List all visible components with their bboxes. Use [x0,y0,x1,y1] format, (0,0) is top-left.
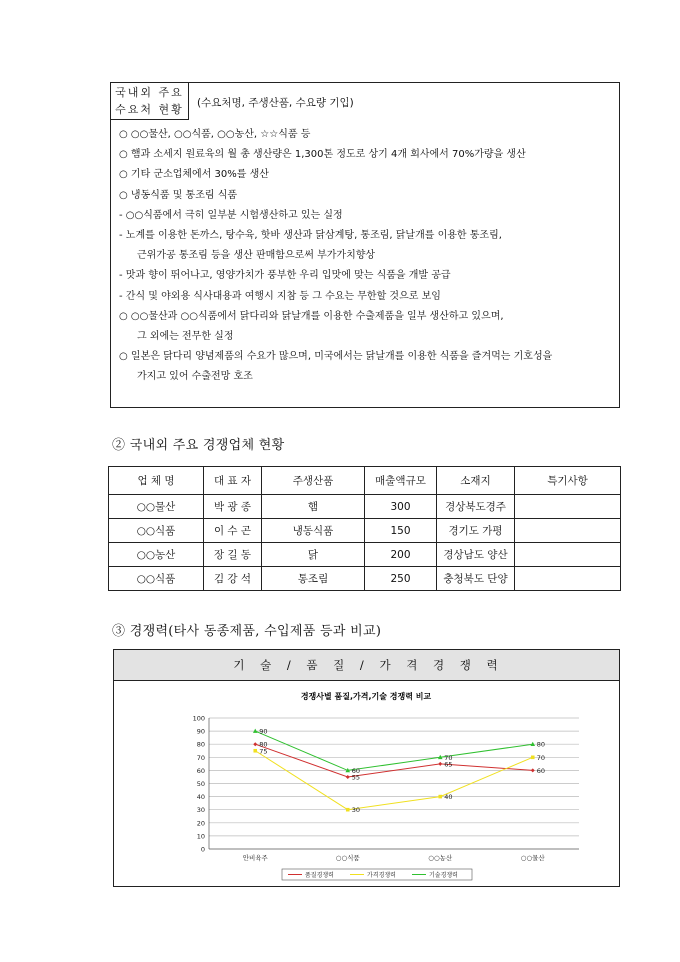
series-line [255,751,533,810]
data-label: 60 [351,766,361,775]
cell-company: ○○식품 [109,519,204,543]
status-line: - 맛과 향이 뛰어나고, 영양가치가 풍부한 우리 입맛에 맞는 식품을 개발 공급 [119,270,451,282]
data-point [253,742,257,746]
y-tick-label: 10 [196,832,205,841]
y-tick-label: 20 [196,819,205,828]
status-line: - 간식 및 야외용 식사대용과 여행시 지참 등 그 수요는 무한할 것으로 보임 [119,290,441,302]
cell-ceo: 박 광 종 [204,495,262,519]
status-line: 가지고 있어 수출전망 호조 [137,371,253,383]
demand-status-lines [119,125,619,388]
status-line: ○ 일본은 닭다리 양념제품의 수요가 많으며, 미국에서는 닭날개를 이용한 식품을 즐겨먹는 기호성을 [119,351,553,363]
y-tick-label: 50 [196,780,205,788]
data-label: 80 [536,740,546,749]
data-point [253,749,257,753]
cell-sales: 150 [365,519,437,543]
cell-remarks [515,543,621,567]
data-point [346,808,350,812]
data-label: 40 [444,793,453,802]
cell-ceo: 김 강 석 [204,567,262,591]
col-company: 업 체 명 [109,467,204,495]
cell-sales: 300 [365,495,437,519]
series-line [255,731,533,770]
status-line: - 노계를 이용한 돈까스, 탕수육, 핫바 생산과 닭삼계탕, 통조림, 닭날개를 이용한 통조림, [119,230,502,242]
cell-ceo: 이 수 곤 [204,519,262,543]
x-tick-label: ○○물산 [520,854,545,862]
y-tick-label: 70 [196,753,205,762]
y-tick-label: 60 [196,766,205,775]
status-line: ○ 기타 군소업체에서 30%를 생산 [119,169,269,181]
cell-company: ○○식품 [109,567,204,591]
cell-company: ○○농산 [109,543,204,567]
chart-header: 기 술 / 품 질 / 가 격 경 쟁 력 [114,650,619,681]
cell-location: 경상남도 양산 [437,543,515,567]
legend-label: 기술경쟁력 [429,871,458,879]
cell-product: 통조림 [262,567,365,591]
status-line: ○ ○○물산, ○○식품, ○○농산, ☆☆식품 등 [119,129,311,140]
table-row [109,495,621,519]
col-remarks: 특기사항 [515,467,621,495]
data-label: 90 [259,727,268,736]
section-3-title: ③ 경쟁력(타사 동종제품, 수입제품 등과 비교) [112,624,382,639]
cell-remarks [515,567,621,591]
data-label: 30 [351,806,361,815]
demand-status-label [111,83,189,120]
cell-remarks [515,495,621,519]
chart-title: 경쟁사별 품질,가격,기술 경쟁력 비교 [300,692,432,701]
x-tick-label: ○○농산 [428,854,453,862]
cell-product: 햄 [262,495,365,519]
competitor-table [108,466,621,591]
data-point [531,756,535,760]
demand-status-note: (수요처명, 주생산품, 수요량 기입) [197,97,354,109]
competitiveness-chart [114,681,619,886]
cell-sales: 200 [365,543,437,567]
table-row [109,543,621,567]
col-sales: 매출액규모 [365,467,437,495]
data-point [346,775,350,779]
status-line: ○ 냉동식품 및 통조림 식품 [119,189,238,201]
y-tick-label: 80 [196,740,205,749]
cell-sales: 250 [365,567,437,591]
data-label: 80 [259,740,268,749]
table-header-row [109,467,621,495]
section-2-title: ② 국내외 주요 경쟁업체 현황 [112,438,285,453]
status-line: 근위가공 통조림 등을 생산 판매함으로써 부가가치향상 [137,250,376,262]
demand-status-box [110,82,620,408]
cell-company: ○○물산 [109,495,204,519]
data-point [530,742,535,746]
data-point [438,795,442,799]
col-location: 소재지 [437,467,515,495]
label-line-2: 수요처 현황 [115,103,184,116]
x-tick-label: ○○식품 [335,854,360,862]
status-line: ○ ○○물산과 ○○식품에서 닭다리와 닭날개를 이용한 수출제품을 일부 생산하고 있으며, [119,310,504,322]
data-label: 60 [536,766,546,775]
status-line: - ○○식품에서 극히 일부분 시험생산하고 있는 실정 [119,209,343,221]
label-line-1: 국내외 주요 [115,86,184,99]
legend-label: 품질경쟁력 [305,871,334,879]
col-ceo: 대 표 자 [204,467,262,495]
data-point [531,768,535,772]
data-label: 70 [536,753,546,762]
status-line: ○ 햄과 소세지 원료육의 월 총 생산량은 1,300톤 정도로 상기 4개 회사에서 70%가량을 생산 [119,149,526,161]
cell-product: 냉동식품 [262,519,365,543]
legend-label: 가격경쟁력 [367,871,396,879]
col-product: 주생산품 [262,467,365,495]
table-row [109,567,621,591]
data-label: 75 [259,747,268,756]
competitiveness-chart-box [113,649,620,887]
cell-location: 충청북도 단양 [437,567,515,591]
y-tick-label: 30 [196,806,205,815]
cell-location: 경상북도경주 [437,495,515,519]
x-tick-label: 안비육주 [242,854,268,862]
data-label: 55 [351,773,361,782]
cell-ceo: 장 길 동 [204,543,262,567]
cell-location: 경기도 가평 [437,519,515,543]
data-point [438,762,442,766]
cell-remarks [515,519,621,543]
cell-product: 닭 [262,543,365,567]
status-line: 그 외에는 전무한 실정 [137,331,234,343]
table-row [109,519,621,543]
data-label: 65 [444,760,453,769]
y-tick-label: 90 [196,727,205,736]
data-label: 70 [444,753,453,762]
y-tick-label: 40 [196,793,205,802]
y-tick-label: 100 [192,714,205,723]
y-tick-label: 0 [200,845,205,854]
